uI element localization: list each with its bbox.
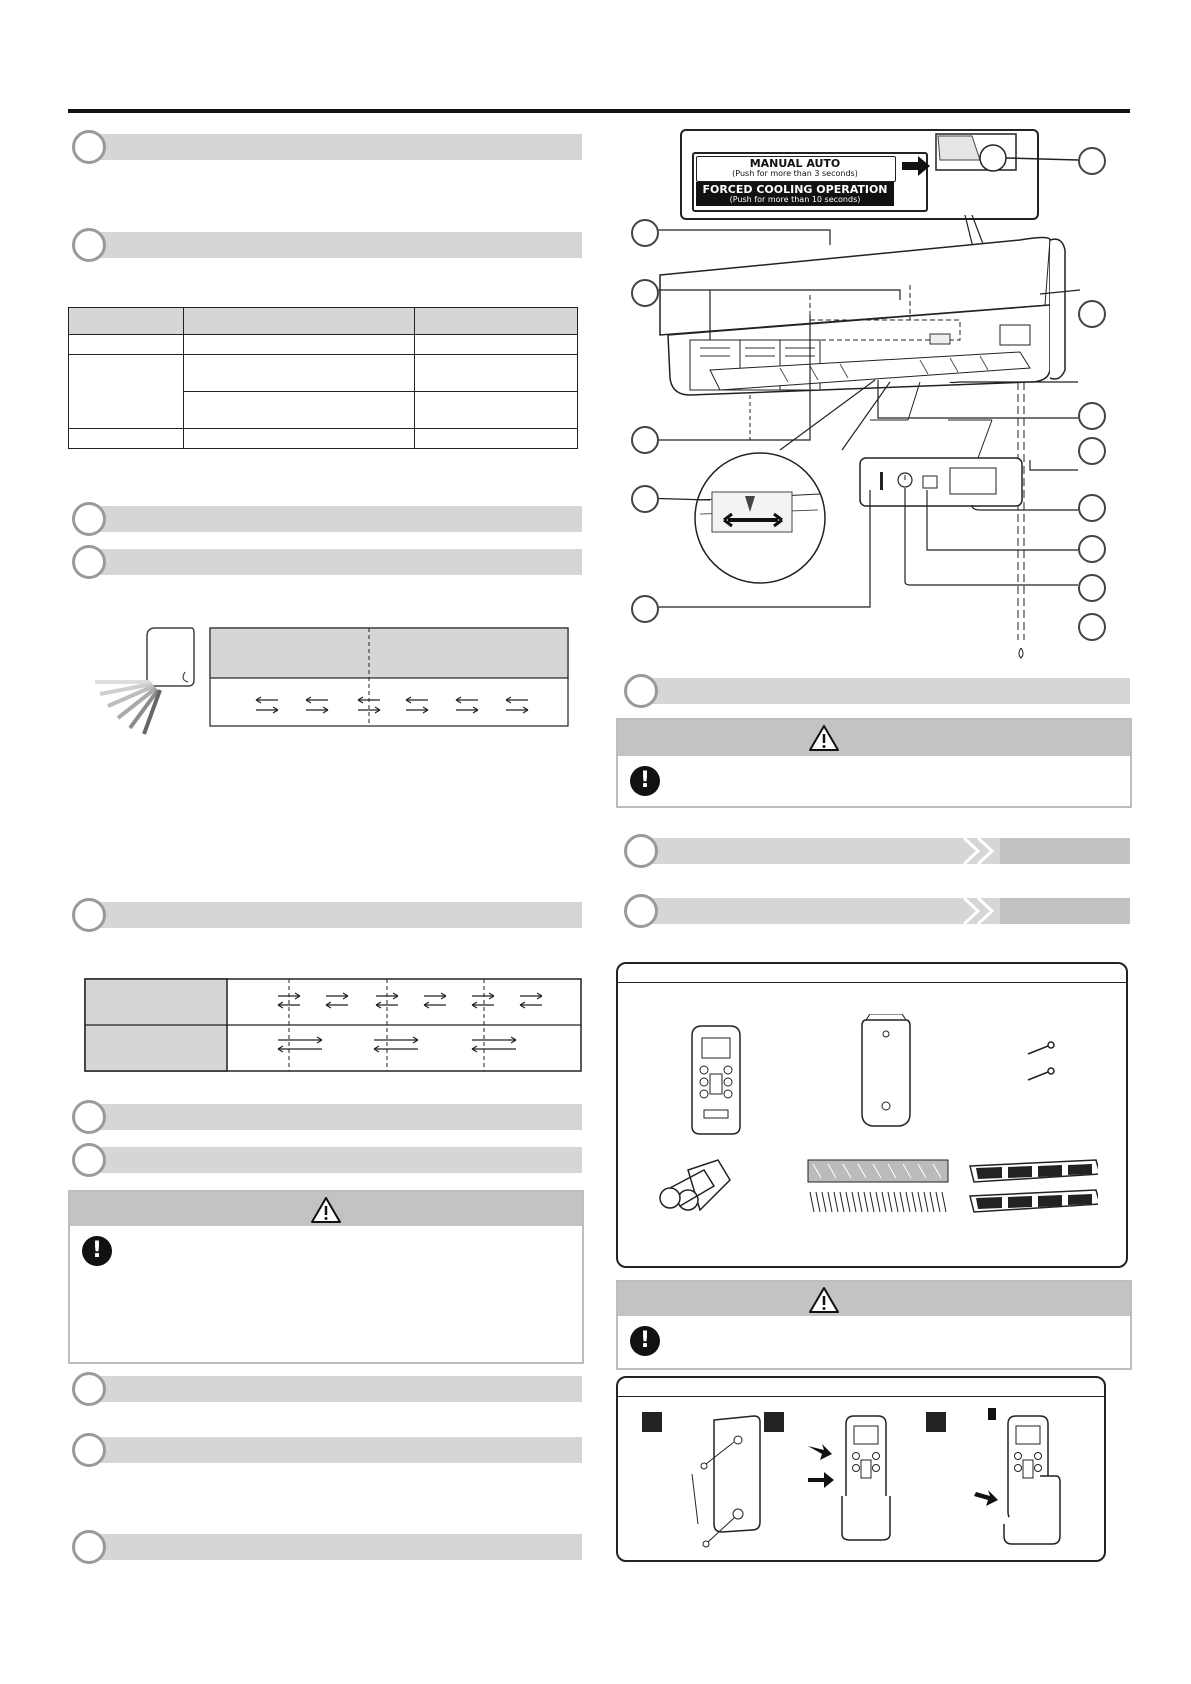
airflow-vertical-diagram <box>90 620 570 740</box>
forced-cooling-note: (Push for more than 10 seconds) <box>729 195 861 204</box>
section-header <box>68 1534 582 1560</box>
spec-table <box>68 307 578 449</box>
remote-control <box>692 1026 740 1134</box>
exclamation-icon: ! <box>630 1326 660 1356</box>
exclamation-icon: ! <box>82 1236 112 1266</box>
callout-marker <box>631 595 659 623</box>
warning-triangle-icon <box>808 1286 840 1314</box>
warning-box <box>616 1280 1132 1370</box>
section-header <box>68 232 582 258</box>
exclamation-icon: ! <box>630 766 660 796</box>
holder-installation-box <box>616 1376 1106 1562</box>
remote-holder <box>862 1014 910 1126</box>
callout-marker <box>1078 494 1106 522</box>
chevron-right-icon <box>960 838 1000 864</box>
section-header <box>620 838 1130 864</box>
section-header <box>68 549 582 575</box>
holder-steps-illustration <box>648 1408 1088 1553</box>
section-header <box>620 678 1130 704</box>
filter-icon <box>923 476 937 488</box>
callout-marker <box>1078 437 1106 465</box>
callout-marker <box>631 426 659 454</box>
filter-frames <box>970 1160 1098 1212</box>
callout-marker <box>1078 535 1106 563</box>
chevron-right-icon <box>960 898 1000 924</box>
section-header <box>68 1104 582 1130</box>
top-rule <box>68 109 1130 113</box>
airflow-horizontal-diagram <box>84 978 584 1072</box>
accessories-illustration <box>648 1014 1098 1254</box>
indoor-unit-diagram <box>620 120 1120 660</box>
manual-auto-note: (Push for more than 3 seconds) <box>732 169 858 178</box>
warning-box <box>616 718 1132 808</box>
section-header <box>68 1147 582 1173</box>
air-cleaning-filters <box>808 1160 948 1212</box>
section-header <box>620 898 1130 924</box>
callout-marker <box>1078 402 1106 430</box>
accessories-box <box>616 962 1128 1268</box>
callout-marker <box>1078 574 1106 602</box>
section-header <box>68 1376 582 1402</box>
screws <box>1028 1042 1054 1080</box>
batteries <box>660 1160 730 1210</box>
callout-marker <box>1078 613 1106 641</box>
callout-marker <box>1078 147 1106 175</box>
callout-marker <box>631 219 659 247</box>
warning-triangle-icon <box>310 1196 342 1224</box>
manual-auto-text: MANUAL AUTO <box>749 157 841 170</box>
callout-marker <box>631 485 659 513</box>
warning-box <box>68 1190 584 1364</box>
section-header <box>68 134 582 160</box>
callout-marker <box>1078 300 1106 328</box>
section-header <box>68 506 582 532</box>
section-header <box>68 1437 582 1463</box>
callout-marker <box>631 279 659 307</box>
forced-cooling-text: FORCED COOLING OPERATION <box>702 183 888 196</box>
warning-triangle-icon <box>808 724 840 752</box>
section-header <box>68 902 582 928</box>
